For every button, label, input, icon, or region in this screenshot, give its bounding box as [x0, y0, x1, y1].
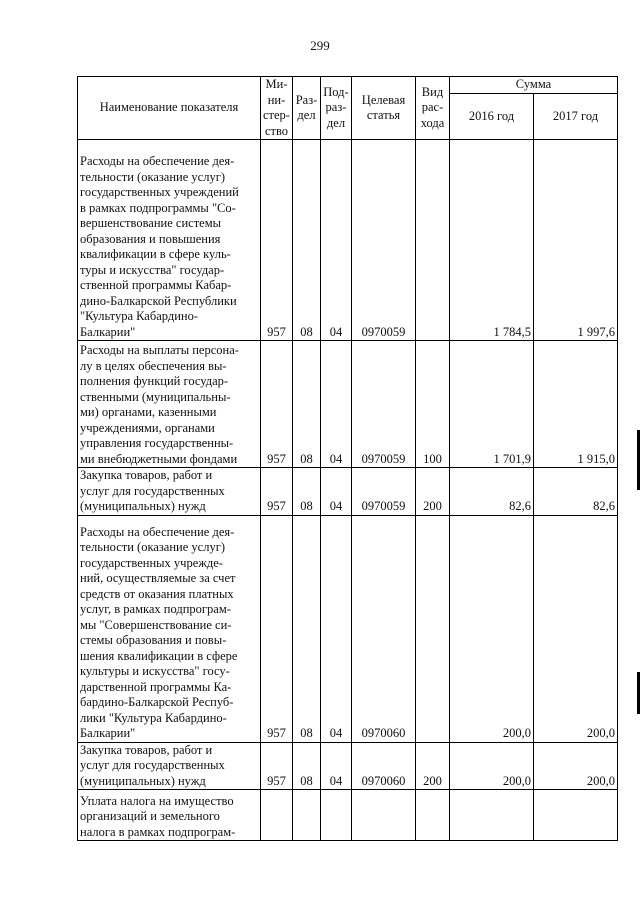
cell-section	[293, 790, 321, 841]
cell-indicator-name: Закупка товаров, работ и услуг для государственных (муниципальных) нужд	[78, 468, 261, 516]
cell-expense-type: 200	[416, 742, 450, 790]
cell-expense-type	[416, 790, 450, 841]
cell-sum-2017	[534, 790, 618, 841]
cell-sum-2017: 82,6	[534, 468, 618, 516]
cell-indicator-name: Расходы на выплаты персона- лу в целях обеспечения вы- полнения функций государ- ственными (муниципальны- ми) органами, казенными учреждениями, органами управления государственны- ми внебюджетными фондами	[78, 341, 261, 468]
table-row	[78, 140, 618, 341]
header-ministry: Ми- ни- стер- ство	[261, 77, 293, 140]
cell-sum-2016: 200,0	[450, 515, 534, 742]
cell-ministry: 957	[261, 140, 293, 341]
cell-sum-2016: 200,0	[450, 742, 534, 790]
cell-sum-2016: 1 784,5	[450, 140, 534, 341]
cell-sum-2016	[450, 790, 534, 841]
cell-target: 0970059	[352, 140, 416, 341]
cell-sum-2017: 1 915,0	[534, 341, 618, 468]
cell-ministry: 957	[261, 515, 293, 742]
cell-indicator-name: Расходы на обеспечение дея- тельности (оказание услуг) государственных учреждений в рамках подпрограммы "Со- вершенствование системы образования и повышения квалификации в сфере куль- туры и искусства" государ- ственной программы Кабар- дино-Балкарской Республики "Культура Кабардино- Балкарии"	[78, 140, 261, 341]
page-number: 299	[310, 38, 330, 53]
cell-target: 0970060	[352, 515, 416, 742]
table-row	[78, 468, 618, 516]
cell-target	[352, 790, 416, 841]
cell-sum-2016: 1 701,9	[450, 341, 534, 468]
cell-section: 08	[293, 140, 321, 341]
cell-section: 08	[293, 742, 321, 790]
cell-ministry: 957	[261, 468, 293, 516]
header-name: Наименование показателя	[78, 77, 261, 140]
cell-section: 08	[293, 515, 321, 742]
table-row	[78, 742, 618, 790]
table-row	[78, 515, 618, 742]
cell-section: 08	[293, 468, 321, 516]
table-row	[78, 341, 618, 468]
header-section: Раз- дел	[293, 77, 321, 140]
cell-subsection: 04	[321, 468, 352, 516]
cell-indicator-name: Уплата налога на имущество организаций и земельного налога в рамках подпрограм-	[78, 790, 261, 841]
cell-target: 0970059	[352, 341, 416, 468]
cell-subsection: 04	[321, 742, 352, 790]
cell-sum-2017: 1 997,6	[534, 140, 618, 341]
cell-section: 08	[293, 341, 321, 468]
cell-ministry	[261, 790, 293, 841]
cell-expense-type	[416, 140, 450, 341]
header-year-2016: 2016 год	[450, 93, 534, 139]
header-subsection: Под- раз- дел	[321, 77, 352, 140]
cell-sum-2017: 200,0	[534, 515, 618, 742]
cell-sum-2017: 200,0	[534, 742, 618, 790]
budget-table	[77, 76, 618, 841]
cell-ministry: 957	[261, 341, 293, 468]
cell-sum-2016: 82,6	[450, 468, 534, 516]
cell-indicator-name: Закупка товаров, работ и услуг для государственных (муниципальных) нужд	[78, 742, 261, 790]
cell-indicator-name: Расходы на обеспечение дея- тельности (оказание услуг) государственных учрежде- ний, осуществляемые за счет средств от оказания платных услуг, в рамках подпрограм- мы "Совершенствование си- стемы образования и повы- шения квалификации в сфере культуры и искусства" госу- дарственной программы Ка- бардино-Балкарской Респуб- лики "Культура Кабардино- Балкарии"	[78, 515, 261, 742]
cell-ministry: 957	[261, 742, 293, 790]
cell-subsection: 04	[321, 140, 352, 341]
cell-expense-type: 200	[416, 468, 450, 516]
cell-expense-type: 100	[416, 341, 450, 468]
cell-target: 0970059	[352, 468, 416, 516]
table-row	[78, 790, 618, 841]
header-target: Целевая статья	[352, 77, 416, 140]
header-expense-type: Вид рас- хода	[416, 77, 450, 140]
cell-expense-type	[416, 515, 450, 742]
cell-target: 0970060	[352, 742, 416, 790]
cell-subsection: 04	[321, 515, 352, 742]
cell-subsection: 04	[321, 341, 352, 468]
cell-subsection	[321, 790, 352, 841]
header-year-2017: 2017 год	[534, 93, 618, 139]
header-sum: Сумма	[450, 77, 618, 94]
